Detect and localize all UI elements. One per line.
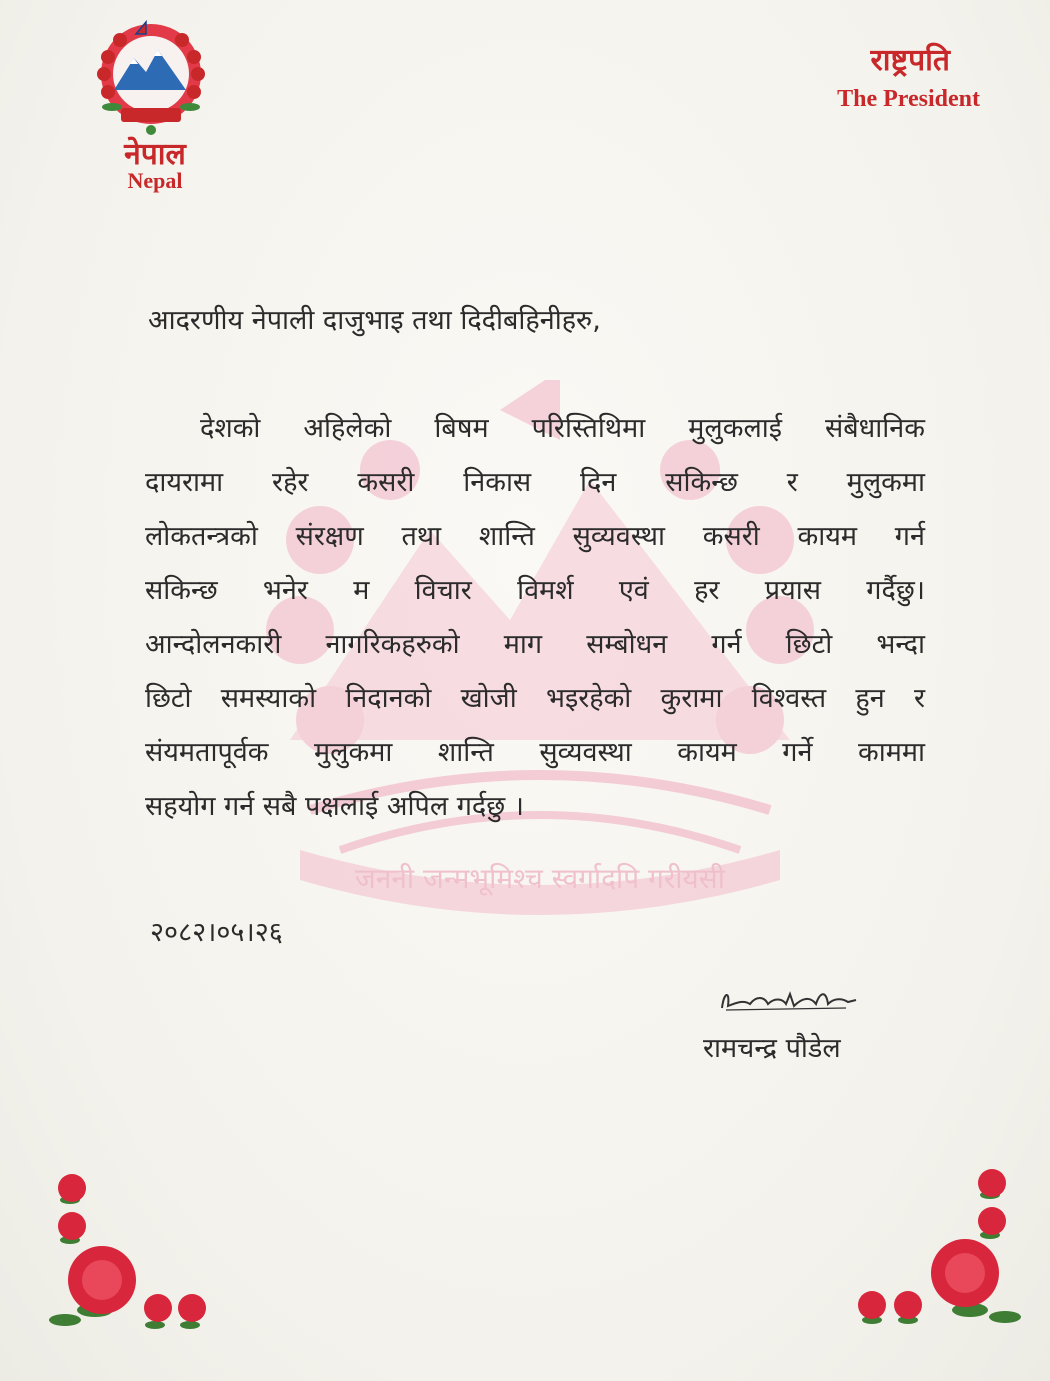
office-title-nepali: राष्ट्रपति (870, 43, 950, 78)
paragraph-line: आन्दोलनकारी नागरिकहरुको माग सम्बोधन गर्न छिटो भन्दा (145, 629, 925, 660)
country-name-nepali: नेपाल (124, 137, 186, 172)
rhododendron-flowers-icon (850, 1155, 1030, 1345)
paragraph-line: दायरामा रहेर कसरी निकास दिन सकिन्छ र मुलुकमा (145, 467, 925, 498)
handwritten-signature (716, 982, 866, 1022)
paragraph-line: लोकतन्त्रको संरक्षण तथा शान्ति सुव्यवस्था कसरी कायम गर्न (145, 521, 925, 552)
office-title-english: The President (837, 86, 980, 112)
paragraph-line: देशको अहिलेको बिषम परिस्तिथिमा मुलुकलाई संबैधानिक (200, 413, 925, 444)
signer-name: रामचन्द्र पौडेल (703, 1033, 841, 1064)
country-name-english: Nepal (127, 168, 183, 193)
paragraph-line: छिटो समस्याको निदानको खोजी भइरहेको कुरामा विश्वस्त हुन र (145, 683, 925, 714)
paragraph-line: संयमतापूर्वक मुलुकमा शान्ति सुव्यवस्था कायम गर्ने काममा (145, 737, 925, 768)
paragraph-line: सकिन्छ भनेर म विचार विमर्श एवं हर प्रयास गर्दैछु। (145, 575, 925, 606)
nepal-emblem-icon (86, 12, 216, 142)
watermark-motto: जननी जन्मभूमिश्च स्वर्गादपि गरीयसी (355, 862, 725, 895)
paragraph-line: सहयोग गर्न सबै पक्षलाई अपिल गर्दछु । (145, 791, 525, 822)
salutation: आदरणीय नेपाली दाजुभाइ तथा दिदीबहिनीहरु, (148, 305, 601, 336)
rhododendron-flowers-icon (40, 1160, 220, 1350)
letter-date: २०८२।०५।२६ (150, 917, 283, 948)
letter-paragraph (145, 402, 925, 834)
